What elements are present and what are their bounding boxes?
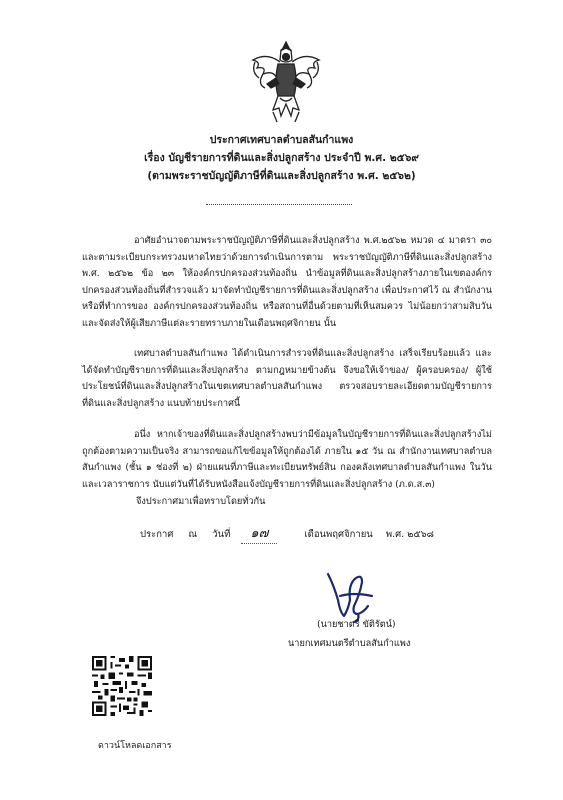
date-year: พ.ศ. ๒๕๖๘	[385, 529, 434, 540]
qr-caption: ดาวน์โหลดเอกสาร	[98, 741, 172, 751]
garuda-emblem-icon	[247, 38, 325, 124]
paragraph-survey: เทศบาลตำบลสันกำแพง ได้ดำเนินการสำรวจที่ดินและสิ่งปลูกสร้าง เสร็จเรียบร้อยแล้ว และได้จัดทำบัญชีรายการที่ดินและสิ่งปลูกสร้าง ตามกฎหมายข้างต้น จึงขอให้เจ้าของ/ ผู้ครอบครอง/ ผู้ใช้ประโยชน์ที่ดินและสิ่งปลูกสร้างในเขตเทศบาลตำบลสันกำแพง ตรวจสอบรายละเอียดตามบัญชีรายการที่ดินและสิ่งปลูกสร้าง แนบท้ายประกาศนี้	[82, 348, 492, 409]
signatory-title: นายกเทศมนตรีตำบลสันกำแพง	[288, 638, 411, 649]
date-month: เดือนพฤศจิกายน	[304, 529, 373, 540]
notify-sentence: จึงประกาศมาเพื่อทราบโดยทั่วกัน	[136, 496, 266, 507]
paragraph-correction: อนึ่ง หากเจ้าของที่ดินและสิ่งปลูกสร้างพบว่ามีข้อมูลในบัญชีรายการที่ดินและสิ่งปลูกสร้างไม่ถูกต้องตามความเป็นจริง สามารถขอแก้ไขข้อมูลให้ถูกต้องได้ ภายใน ๑๕ วัน ณ สำนักงานเทศบาลตำบลสันกำแพง (ชั้น ๑ ช่องที่ ๒) ฝ่ายแผนที่ภาษีและทะเบียนทรัพย์สิน กองคลังเทศบาลตำบลสันกำแพง ในวันและเวลาราชการ นับแต่วันที่ได้รับหนังสือแจ้งบัญชีรายการที่ดินและสิ่งปลูกสร้าง (ภ.ด.ส.๓)	[82, 429, 492, 490]
date-label: ประกาศ	[140, 529, 174, 540]
date-day-label: วันที่	[212, 529, 231, 540]
date-day: ๑๗	[241, 522, 277, 544]
qr-code-icon[interactable]	[92, 656, 152, 716]
signatory-name: (นายชาตรี ขัติรัตน์)	[317, 619, 396, 630]
signature-icon	[314, 566, 384, 624]
announcement-law-reference: (ตามพระราชบัญญัติภาษีที่ดินและสิ่งปลูกสร้าง พ.ศ. ๒๕๖๒)	[147, 170, 416, 182]
dotted-divider	[206, 204, 352, 205]
date-on: ณ	[188, 529, 198, 540]
announcement-subject: เรื่อง บัญชีรายการที่ดินและสิ่งปลูกสร้าง ประจำปี พ.ศ. ๒๕๖๙	[144, 152, 419, 164]
announcement-title: ประกาศเทศบาลตำบลสันกำแพง	[209, 134, 354, 146]
paragraph-authority: อาศัยอำนาจตามพระราชบัญญัติภาษีที่ดินและสิ่งปลูกสร้าง พ.ศ.๒๕๖๒ หมวด ๔ มาตรา ๓๐ และตามระเบียบกระทรวงมหาดไทยว่าด้วยการดำเนินการตาม พระราชบัญญัติภาษีที่ดินและสิ่งปลูกสร้าง พ.ศ. ๒๕๖๒ ข้อ ๒๓ ให้องค์กรปกครองส่วนท้องถิ่น นำข้อมูลที่ดินและสิ่งปลูกสร้างภายในเขตองค์กรปกครองส่วนท้องถิ่นที่สำรวจแล้ว มาจัดทำบัญชีรายการที่ดินและสิ่งปลูกสร้าง เพื่อประกาศไว้ ณ สำนักงานหรือที่ทำการของ องค์กรปกครองส่วนท้องถิ่น หรือสถานที่อื่นด้วยตามที่เห็นสมควร ไม่น้อยกว่าสามสิบวัน และจัดส่งให้ผู้เสียภาษีแต่ละรายทราบภายในเดือนพฤศจิกายน นั้น	[82, 235, 492, 329]
announcement-date	[140, 522, 434, 544]
